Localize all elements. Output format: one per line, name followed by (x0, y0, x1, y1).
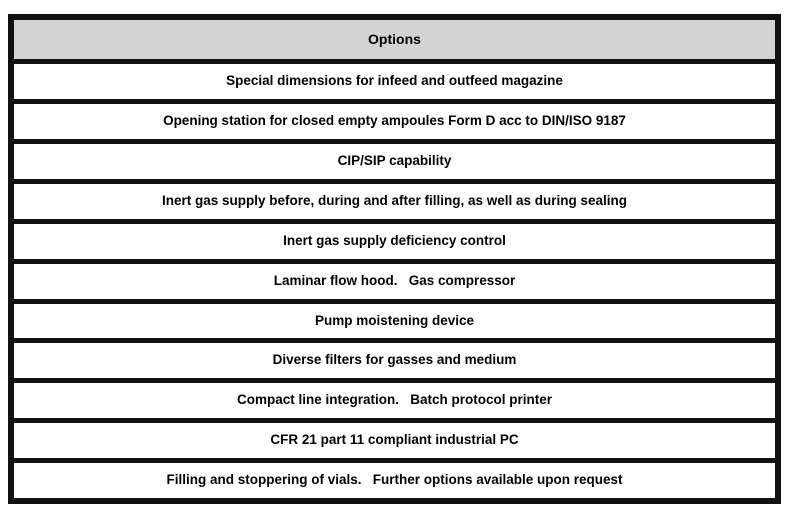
option-text: Inert gas supply deficiency control (283, 232, 506, 248)
table-row (14, 383, 775, 418)
table-row (14, 184, 775, 219)
option-text: Filling and stoppering of vials. Further options available upon request (166, 472, 623, 488)
table-row (14, 144, 775, 179)
table-row (14, 264, 775, 299)
option-text: Special dimensions for infeed and outfeed magazine (226, 73, 563, 89)
table-header-label: Options (368, 30, 421, 47)
option-text: Opening station for closed empty ampoules Form D acc to DIN/ISO 9187 (163, 113, 626, 129)
option-text: Compact line integration. Batch protocol printer (236, 392, 553, 408)
option-text: Laminar flow hood. Gas compressor (273, 272, 516, 288)
table-header-row (14, 20, 775, 59)
option-text: Inert gas supply before, during and after filling, as well as during sealing (161, 192, 628, 208)
table-row (14, 423, 775, 458)
table-row (14, 224, 775, 259)
table-row (14, 343, 775, 378)
option-text: CFR 21 part 11 compliant industrial PC (270, 432, 519, 448)
table-row (14, 104, 775, 139)
table-row (14, 304, 775, 339)
table-row (14, 463, 775, 498)
option-text: Diverse filters for gasses and medium (272, 352, 517, 368)
option-text: Pump moistening device (314, 312, 475, 328)
options-table (8, 14, 781, 504)
option-text: CIP/SIP capability (337, 152, 452, 168)
table-row (14, 64, 775, 99)
